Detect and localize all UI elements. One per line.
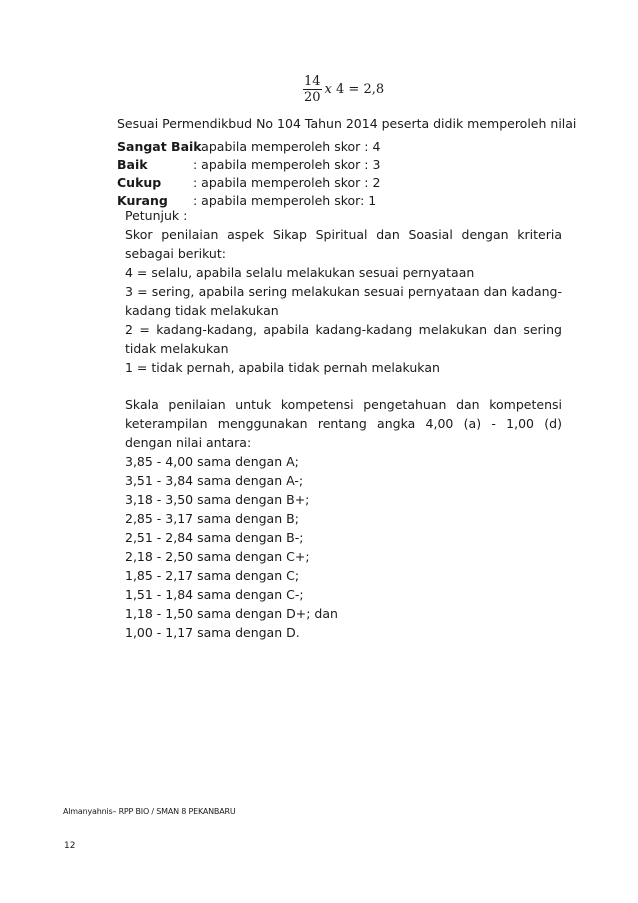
petunjuk-line: 3 = sering, apabila sering melakukan sesuai pernyataan dan kadang-kadang tidak melakukan [125,284,562,318]
petunjuk-line: 4 = selalu, apabila selalu melakukan sesuai pernyataan [125,265,475,280]
scale-item: 2,85 - 3,17 sama dengan B; [125,511,299,526]
scale-item: 2,18 - 2,50 sama dengan C+; [125,549,310,564]
grade-row [117,138,380,156]
scale-item: 2,51 - 2,84 sama dengan B-; [125,530,304,545]
grade-label: Cukup [117,175,162,190]
grade-text: : apabila memperoleh skor : 2 [193,175,381,190]
grade-label: Sangat Baik [117,139,202,154]
page-footer: Almanyahnis– RPP BIO / SMAN 8 PEKANBARU [63,807,236,816]
scale-intro: Skala penilaian untuk kompetensi pengetahuan dan kompetensi keterampilan menggunakan rentang angka 4,00 (a) - 1,00 (d) dengan nilai antara: [125,397,562,450]
petunjuk-line: 2 = kadang-kadang, apabila kadang-kadang melakukan dan sering tidak melakukan [125,322,562,356]
spacer [125,377,562,395]
grade-label: Baik [117,157,148,172]
scale-list [125,452,562,642]
scale-item: 1,18 - 1,50 sama dengan D+; dan [125,606,338,621]
grade-text: : apabila memperoleh skor : 4 [193,139,381,154]
scale-item: 1,51 - 1,84 sama dengan C-; [125,587,304,602]
grade-text: : apabila memperoleh skor : 3 [193,157,381,172]
scale-item: 1,00 - 1,17 sama dengan D. [125,625,300,640]
petunjuk-line: Skor penilaian aspek Sikap Spiritual dan Soasial dengan kriteria sebagai berikut: [125,227,562,261]
grade-list [117,138,380,210]
scale-item: 3,85 - 4,00 sama dengan A; [125,454,299,469]
grade-row [117,156,380,174]
grade-text: : apabila memperoleh skor: 1 [193,193,377,208]
scale-item: 1,85 - 2,17 sama dengan C; [125,568,300,583]
petunjuk-line: 1 = tidak pernah, apabila tidak pernah melakukan [125,360,440,375]
page-number: 12 [64,841,76,851]
formula-rest: 𝑥 4 = 2,8 [324,82,385,97]
fraction [303,74,322,105]
grade-row [117,174,380,192]
fraction-denominator: 20 [304,90,321,105]
scale-item: 3,51 - 3,84 sama dengan A-; [125,473,304,488]
formula [303,74,384,105]
intro-text: Sesuai Permendikbud No 104 Tahun 2014 peserta didik memperoleh nilai [117,116,577,131]
fraction-numerator: 14 [304,74,321,89]
scale-item: 3,18 - 3,50 sama dengan B+; [125,492,310,507]
petunjuk-heading: Petunjuk : [125,208,188,223]
grade-label: Kurang [117,193,168,208]
body-content [125,206,562,642]
